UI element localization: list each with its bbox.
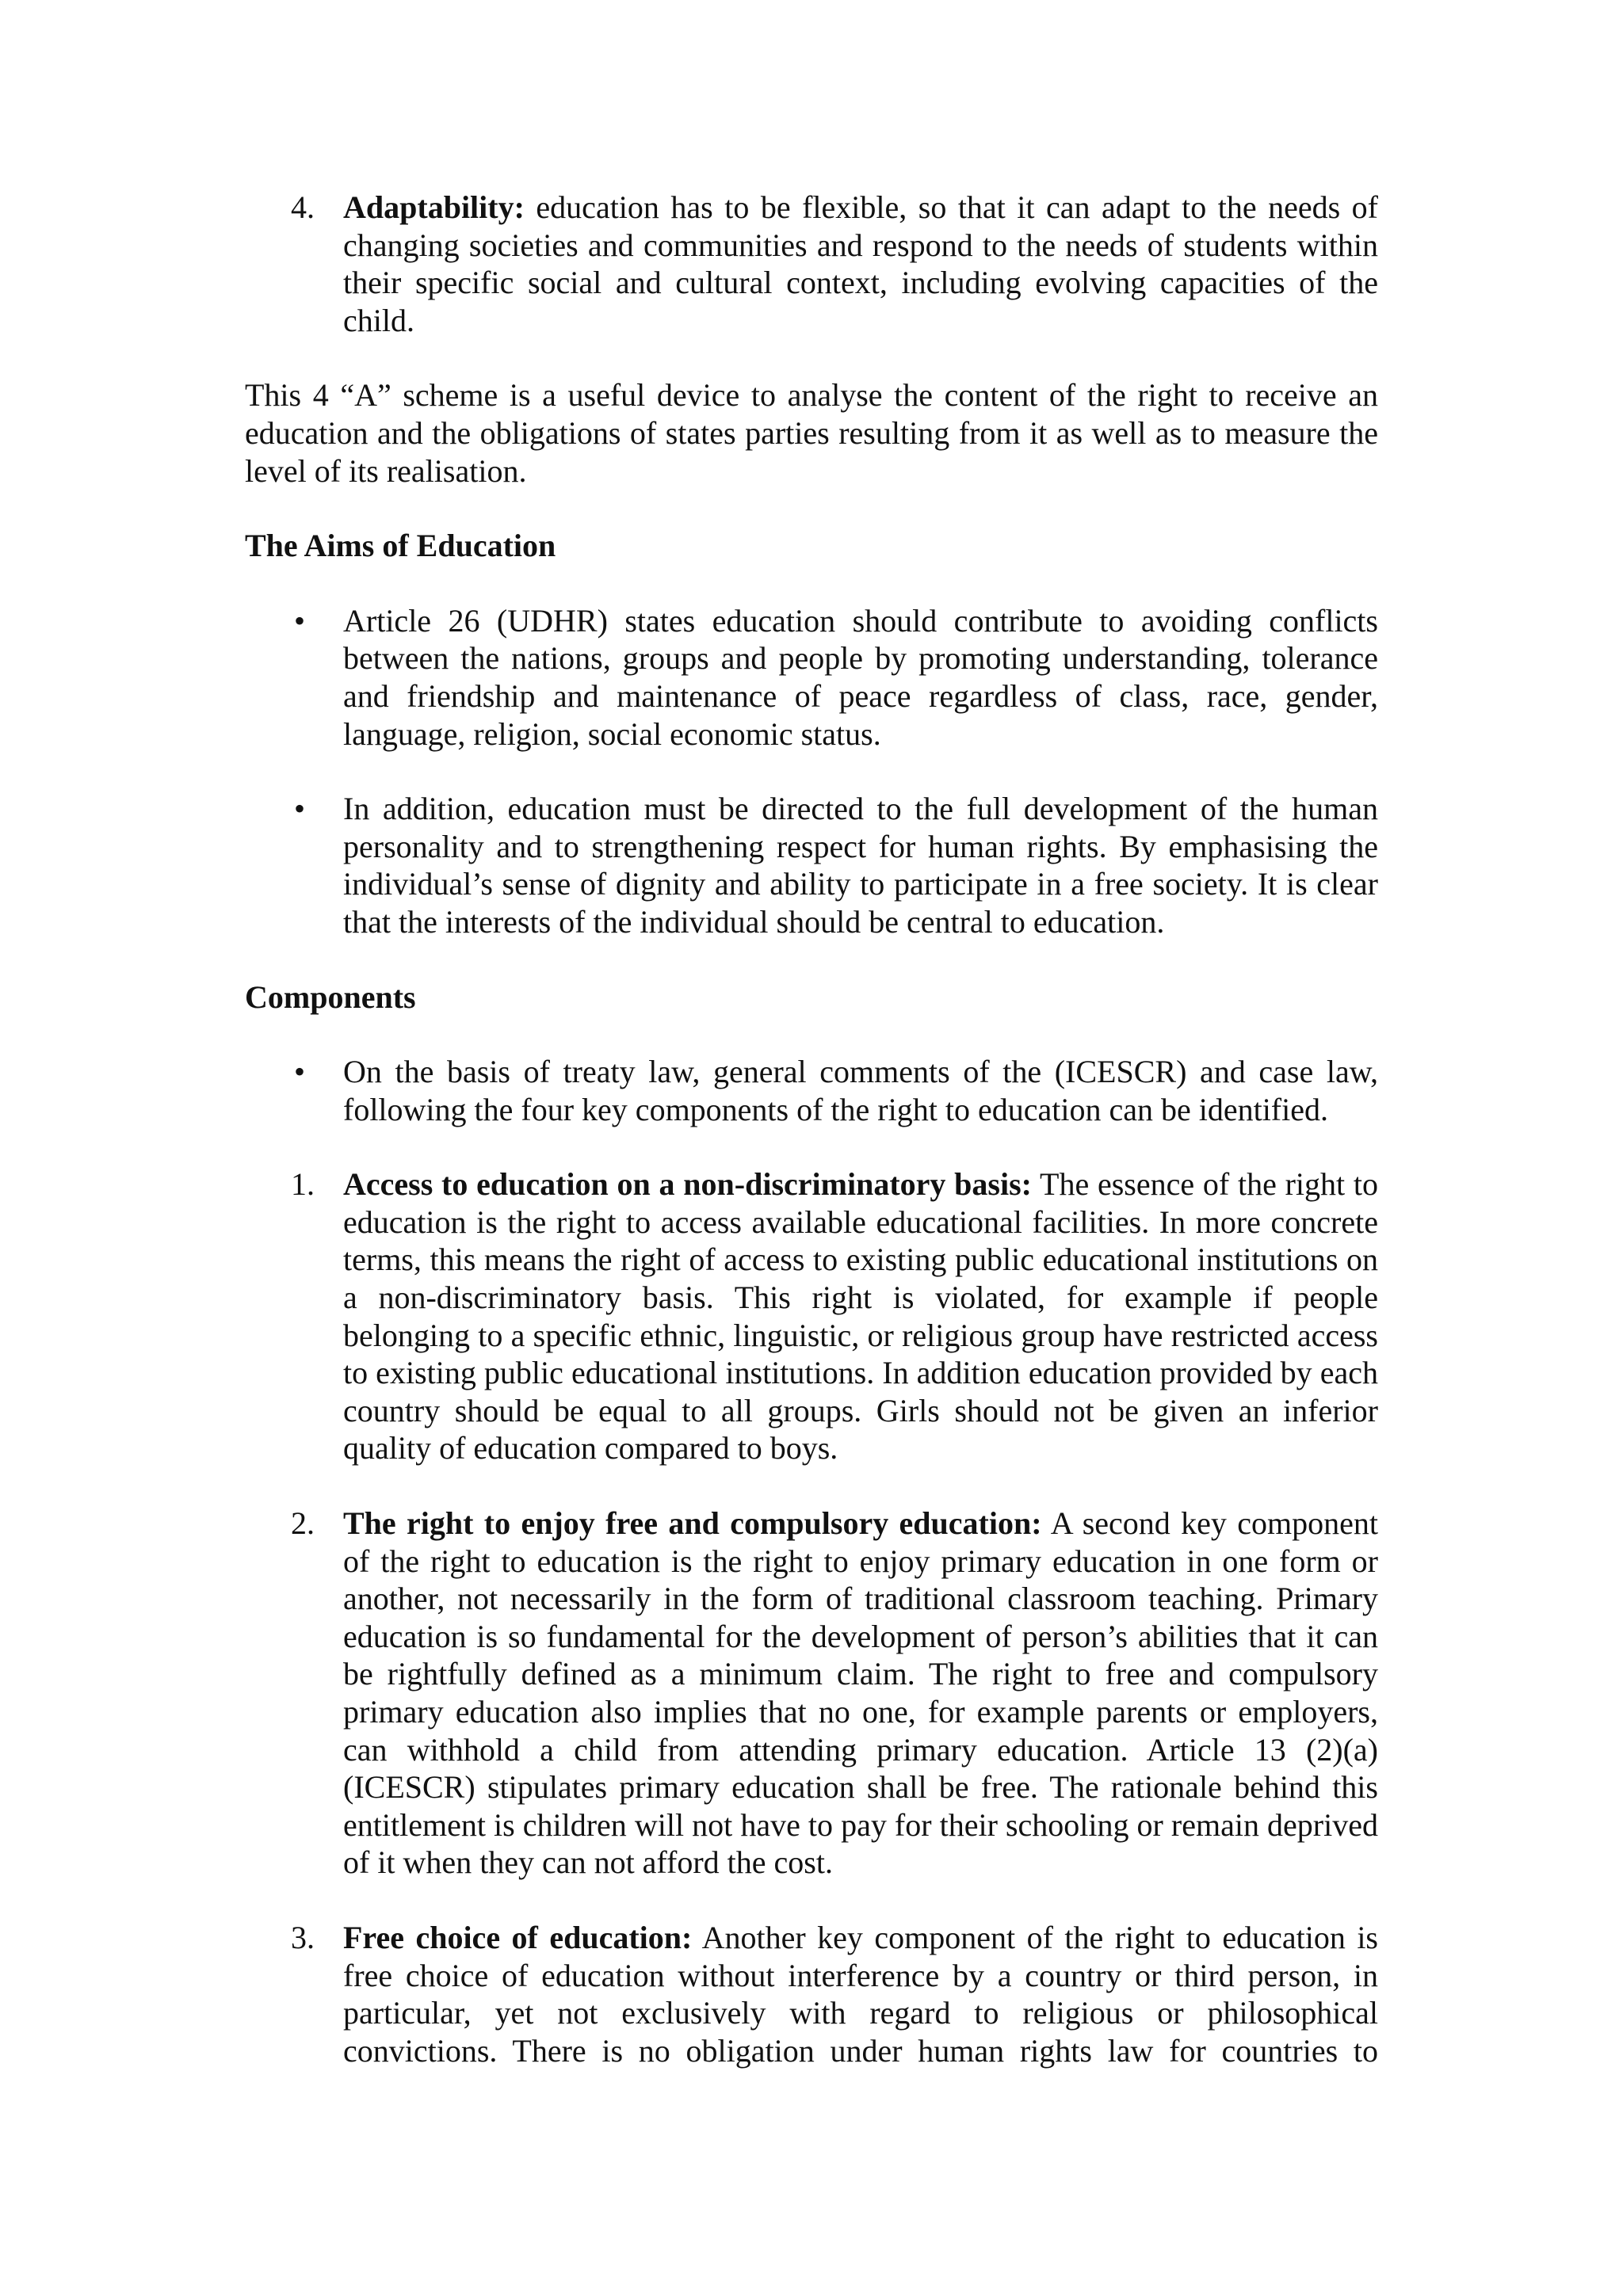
bullet-icon: • <box>294 602 306 639</box>
components-heading: Components <box>245 978 416 1015</box>
components-bullet-item <box>245 1053 1378 1128</box>
bullet-icon: • <box>294 1054 306 1090</box>
component-list-item <box>245 1505 1378 1882</box>
component-list-item <box>245 1165 1378 1467</box>
item-lead-term: Access to education on a non-discriminatory basis: <box>343 1166 1032 1203</box>
bullet-icon: • <box>294 791 306 827</box>
list-number: 2. <box>291 1505 315 1542</box>
item-text: education has to be flexible, so that it can adapt to the needs of changing societies and communities and respond to the needs of students within their specific social and cultural context, including evolving capacities of the child. <box>343 189 1378 338</box>
list-number: 1. <box>291 1166 315 1203</box>
aims-bullet-item <box>245 790 1378 940</box>
aims-heading: The Aims of Education <box>245 528 556 564</box>
item-text: A second key component of the right to education is the right to enjoy primary education in one form or another, not necessarily in the form of traditional classroom teaching. Primary education is so fundamental for the development of person’s abilities that it can be rightfully defined as a minimum claim. The right to free and compulsory primary education also implies that no one, for example parents or employers, can withhold a child from attending primary education. Article 13 (2)(a) (ICESCR) stipulates primary education shall be free. The rationale behind this entitlement is children will not have to pay for their schooling or remain deprived of it when they can not afford the cost. <box>343 1505 1378 1881</box>
scheme-paragraph: This 4 “A” scheme is a useful device to analyse the content of the right to receive an education and the obligations of states parties resulting from it as well as to measure the level of its realisation. <box>245 377 1378 489</box>
bullet-text: On the basis of treaty law, general comments of the (ICESCR) and case law, following the four key components of the right to education can be identified. <box>343 1054 1378 1127</box>
bullet-text: In addition, education must be directed to the full development of the human personality and to strengthening respect for human rights. By emphasising the individual’s sense of dignity and ability to participate in a free society. It is clear that the interests of the individual should be central to education. <box>343 791 1378 940</box>
list-number: 3. <box>291 1919 315 1955</box>
adaptability-list-item <box>245 189 1378 339</box>
item-lead-term: Free choice of education: <box>343 1919 693 1955</box>
item-text: The essence of the right to education is the right to access available educational facilities. In more concrete terms, this means the right of access to existing public educational institutions on a non-discriminatory basis. This right is violated, for example if people belonging to a specific ethnic, linguistic, or religious group have restricted access to existing public educational institutions. In addition education provided by each country should be equal to all groups. Girls should not be given an inferior quality of education compared to boys. <box>343 1166 1379 1466</box>
document-page <box>245 189 1378 2107</box>
bullet-text: Article 26 (UDHR) states education should contribute to avoiding conflicts between the nations, groups and people by promoting understanding, tolerance and friendship and maintenance of peace regardless of class, race, gender, language, religion, social economic status. <box>343 602 1378 752</box>
aims-bullet-item <box>245 602 1378 753</box>
item-lead-term: Adaptability: <box>343 189 525 225</box>
component-list-item <box>245 1919 1378 2069</box>
item-lead-term: The right to enjoy free and compulsory education: <box>343 1505 1042 1542</box>
item-text: Another key component of the right to education is free choice of education without interference by a country or third person, in particular, yet not exclusively with regard to religious or philosophical convictions. There is no obligation under human rights law for countries to <box>343 1919 1378 2069</box>
list-number: 4. <box>291 189 315 225</box>
